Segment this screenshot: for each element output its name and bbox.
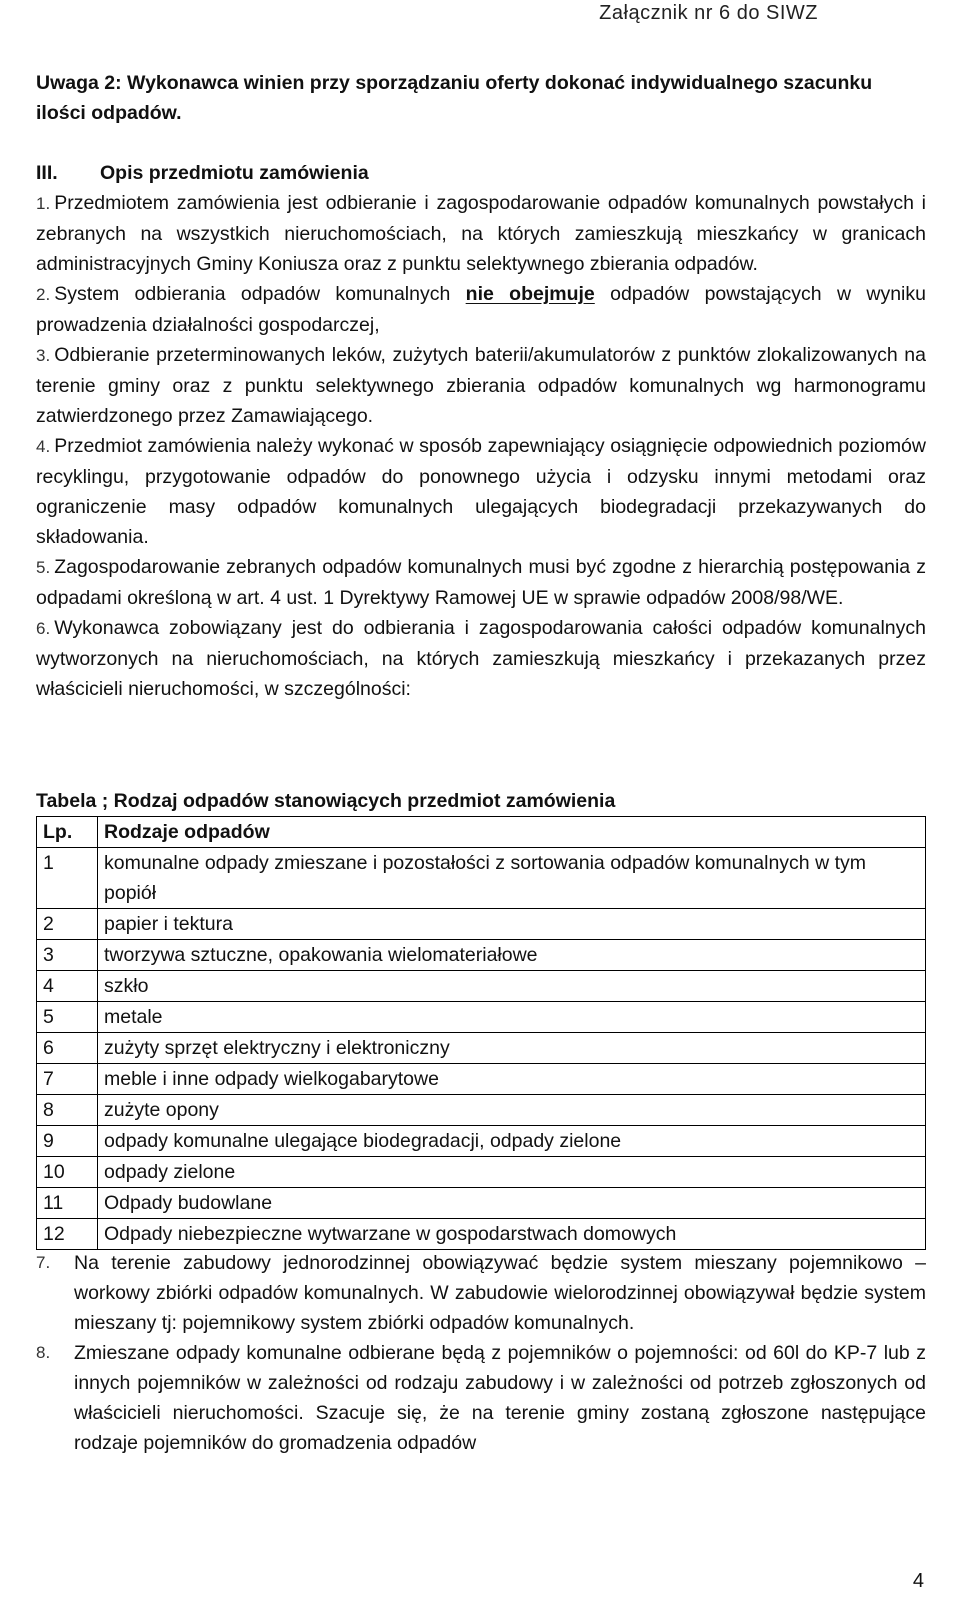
item-text-post: odpadów powstających w wyniku prowadzenia działalności gospodarczej, <box>36 283 926 336</box>
requirements-list <box>36 188 926 704</box>
item-text: Zmieszane odpady komunalne odbierane będą z pojemników o pojemności: od 60l do KP-7 lub z innych pojemników w zależności od rodzaju zabudowy i w zależności od potrzeb zgłoszonych od właścicieli nieruchomości. Szacuje się, że na terenie gminy zostaną zgłoszone następujące rodzaje pojemników do gromadzenia odpadów <box>74 1342 926 1454</box>
item-text: Wykonawca zobowiązany jest do odbierania i zagospodarowania całości odpadów komunalnych wytworzonych na nieruchomościach, na których zamieszkują mieszkańcy i przekazanych przez właścicieli nieruchomości, w szczególności: <box>36 617 926 700</box>
section-heading <box>36 158 369 188</box>
list-item <box>36 431 926 552</box>
cell-type: tworzywa sztuczne, opakowania wielomateriałowe <box>98 940 926 971</box>
cell-lp: 8 <box>37 1095 98 1126</box>
cell-type: odpady zielone <box>98 1157 926 1188</box>
list-item <box>36 552 926 613</box>
cell-lp: 1 <box>37 848 98 909</box>
note-paragraph: Uwaga 2: Wykonawca winien przy sporządzaniu oferty dokonać indywidualnego szacunku ilości odpadów. <box>36 72 873 124</box>
cell-type: komunalne odpady zmieszane i pozostałości z sortowania odpadów komunalnych w tym popiół <box>98 848 926 909</box>
list-item: 8. Zmieszane odpady komunalne odbierane będą z pojemników o pojemności: od 60l do KP-7 lub z innych pojemników w zależności od rodzaju zabudowy i w zależności od potrzeb zgłoszonych od właścicieli nieruchomości. Szacuje się, że na terenie gminy zostaną zgłoszone następujące rodzaje pojemników do gromadzenia odpadów <box>36 1342 926 1454</box>
cell-type: meble i inne odpady wielkogabarytowe <box>98 1064 926 1095</box>
page-number: 4 <box>912 1570 924 1592</box>
list-item <box>36 188 926 279</box>
cell-lp: 10 <box>37 1157 98 1188</box>
cell-type: zużyty sprzęt elektryczny i elektroniczny <box>98 1033 926 1064</box>
cell-type: metale <box>98 1002 926 1033</box>
column-header-type: Rodzaje odpadów <box>98 817 926 848</box>
table-row <box>37 909 926 940</box>
cell-lp: 11 <box>37 1188 98 1219</box>
item-number: 2. <box>36 285 51 304</box>
item-number: 1. <box>36 194 51 213</box>
cell-lp: 3 <box>37 940 98 971</box>
table-row <box>37 971 926 1002</box>
cell-type: szkło <box>98 971 926 1002</box>
item-text: Odbieranie przeterminowanych leków, zużytych baterii/akumulatorów z punktów zlokalizowanych na terenie gminy oraz z punktu selektywnego zbierania odpadów komunalnych wg harmonogramu zatwierdzonego przez Zamawiającego. <box>36 344 926 427</box>
cell-lp: 5 <box>37 1002 98 1033</box>
item-text: Przedmiot zamówienia należy wykonać w sposób zapewniający osiągnięcie odpowiednich poziomów recyklingu, przygotowanie odpadów do ponownego użycia i odzysku innymi metodami oraz ograniczenie masy odpadów komunalnych ulegających biodegradacji przekazywanych do składowania. <box>36 435 926 548</box>
cell-type: zużyte opony <box>98 1095 926 1126</box>
cell-lp: 7 <box>37 1064 98 1095</box>
item-text: Przedmiotem zamówienia jest odbieranie i zagospodarowanie odpadów komunalnych powstałych i zebranych na wszystkich nieruchomościach, na których zamieszkują mieszkańcy w granicach administracyjnych Gminy Koniusza oraz z punktu selektywnego zbierania odpadów. <box>36 192 926 275</box>
table-row <box>37 1064 926 1095</box>
list-item <box>36 279 926 340</box>
table-row <box>37 1002 926 1033</box>
table-row <box>37 1126 926 1157</box>
table-row <box>37 1188 926 1219</box>
item-number: 5. <box>36 558 51 577</box>
waste-types-table <box>36 816 926 1250</box>
section-number: III. <box>36 162 58 184</box>
item-text-underlined: nie obejmuje <box>465 283 595 305</box>
cell-lp: 6 <box>37 1033 98 1064</box>
table-row <box>37 1157 926 1188</box>
cell-lp: 9 <box>37 1126 98 1157</box>
cell-type: odpady komunalne ulegające biodegradacji, odpady zielone <box>98 1126 926 1157</box>
list-item: 7. Na terenie zabudowy jednorodzinnej obowiązywać będzie system mieszany pojemnikowo – workowy zbiórki odpadów komunalnych. W zabudowie wielorodzinnej obowiązywał będzie system mieszany tj: pojemnikowy system zbiórki odpadów komunalnych. <box>36 1252 926 1334</box>
cell-type: papier i tektura <box>98 909 926 940</box>
list-item <box>36 613 926 704</box>
table-row <box>37 848 926 909</box>
table-row <box>37 1219 926 1250</box>
attachment-header: Załącznik nr 6 do SIWZ <box>599 2 818 24</box>
list-item <box>36 340 926 431</box>
table-title: Tabela ; Rodzaj odpadów stanowiących przedmiot zamówienia <box>36 790 616 812</box>
cell-lp: 4 <box>37 971 98 1002</box>
item-text: Zagospodarowanie zebranych odpadów komunalnych musi być zgodne z hierarchią postępowania z odpadami określoną w art. 4 ust. 1 Dyrektywy Ramowej UE w sprawie odpadów 2008/98/WE. <box>36 556 926 609</box>
item-number: 6. <box>36 619 51 638</box>
column-header-lp: Lp. <box>37 817 98 848</box>
cell-lp: 2 <box>37 909 98 940</box>
requirements-list-continued <box>36 1248 926 1458</box>
item-text-pre: System odbierania odpadów komunalnych <box>54 283 466 305</box>
table-row <box>37 1033 926 1064</box>
item-number: 4. <box>36 437 51 456</box>
cell-type: Odpady budowlane <box>98 1188 926 1219</box>
section-title: Opis przedmiotu zamówienia <box>100 162 369 184</box>
table-row <box>37 940 926 971</box>
table-row <box>37 1095 926 1126</box>
cell-type: Odpady niebezpieczne wytwarzane w gospodarstwach domowych <box>98 1219 926 1250</box>
cell-lp: 12 <box>37 1219 98 1250</box>
item-number: 3. <box>36 346 51 365</box>
table-header-row <box>37 817 926 848</box>
item-text: Na terenie zabudowy jednorodzinnej obowiązywać będzie system mieszany pojemnikowo – workowy zbiórki odpadów komunalnych. W zabudowie wielorodzinnej obowiązywał będzie system mieszany tj: pojemnikowy system zbiórki odpadów komunalnych. <box>74 1252 926 1334</box>
